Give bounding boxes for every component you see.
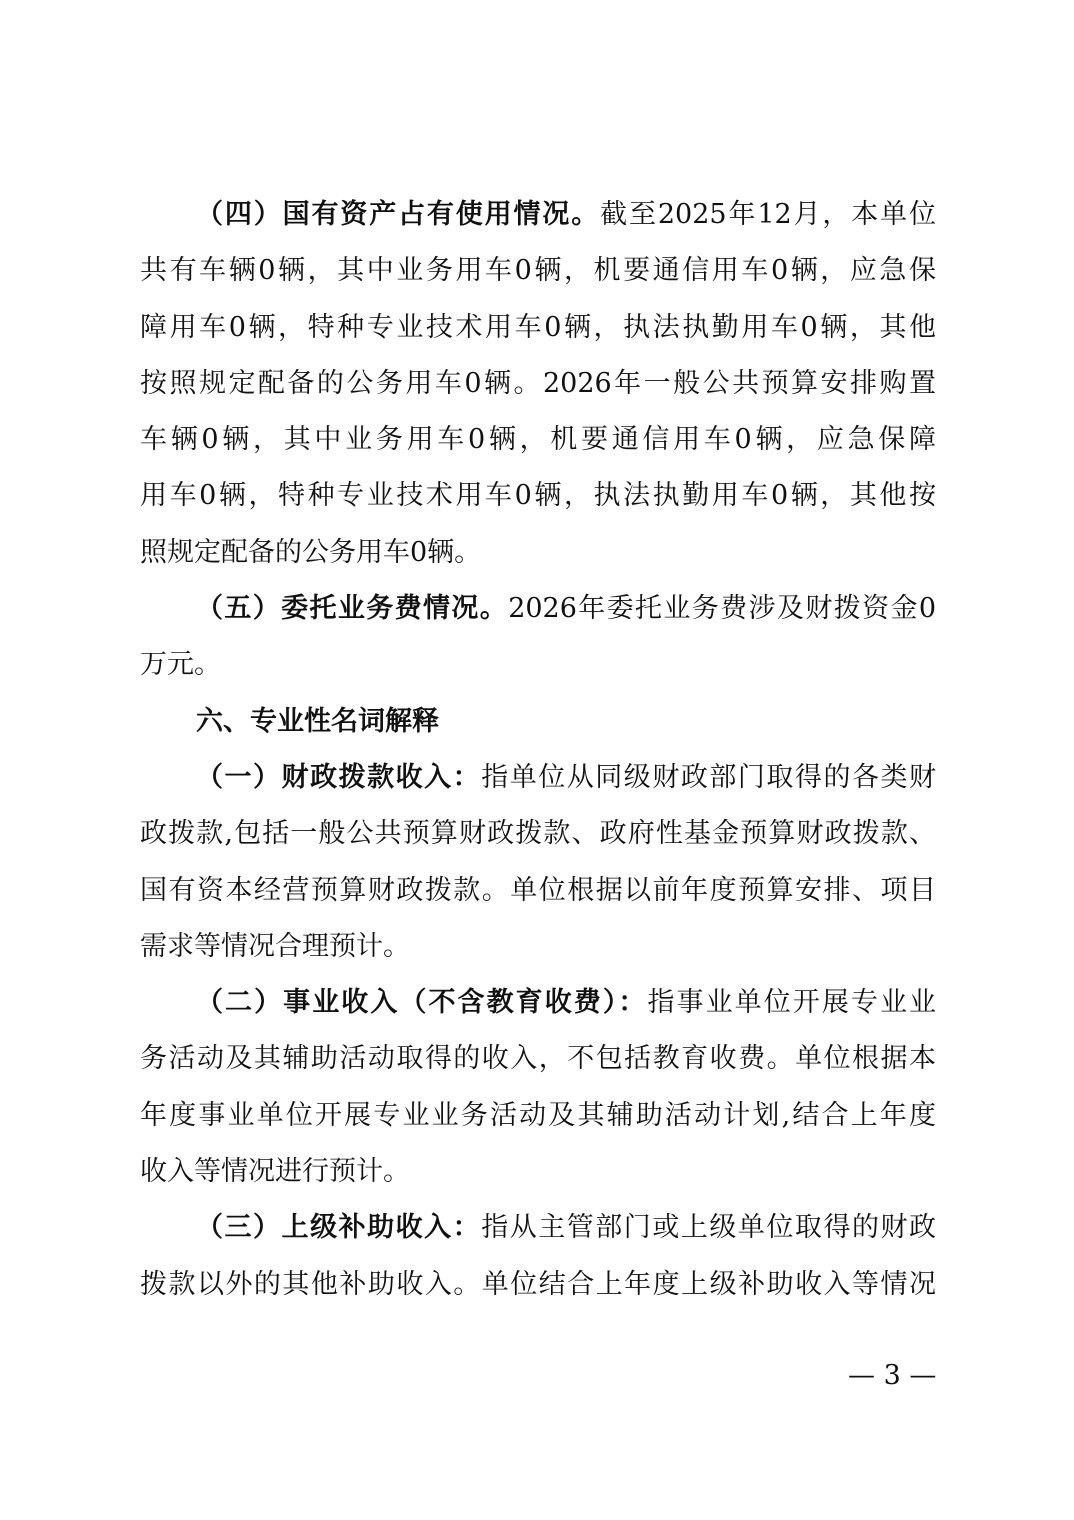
section-label: （五）委托业务费情况。	[196, 593, 509, 625]
paragraph-line: 车辆0辆，其中业务用车0辆，机要通信用车0辆，应急保障	[140, 424, 936, 456]
paragraph-line	[140, 187, 936, 243]
term-label: （一）财政拨款收入：	[196, 761, 482, 793]
paragraph-line: 障用车0辆，特种专业技术用车0辆，执法执勤用车0辆，其他	[140, 311, 936, 343]
paragraph-line	[140, 581, 936, 637]
paragraph-line: 拨款以外的其他补助收入。单位结合上年度上级补助收入等情况	[140, 1268, 936, 1300]
paragraph-line: 收入等情况进行预计。	[140, 1156, 410, 1188]
text: 指单位从同级财政部门取得的各类财	[481, 761, 937, 793]
text: 指从主管部门或上级单位取得的财政	[481, 1212, 937, 1244]
term-label: （二）事业收入（不含教育收费）：	[196, 987, 648, 1019]
paragraph-line: 共有车辆0辆，其中业务用车0辆，机要通信用车0辆，应急保	[140, 255, 936, 287]
paragraph-line: 政拨款,包括一般公共预算财政拨款、政府性基金预算财政拨款、	[140, 818, 936, 850]
document-body	[140, 187, 936, 1313]
section-heading: 六、专业性名词解释	[196, 705, 439, 737]
paragraph-line: 需求等情况合理预计。	[140, 930, 410, 962]
paragraph-line: 国有资本经营预算财政拨款。单位根据以前年度预算安排、项目	[140, 874, 936, 906]
section-label: （四）国有资产占有使用情况。	[196, 199, 601, 230]
text: 指事业单位开展专业业	[647, 987, 937, 1019]
paragraph-line	[140, 750, 936, 806]
paragraph-line: 按照规定配备的公务用车0辆。2026年一般公共预算安排购置	[140, 367, 936, 399]
paragraph-line: 用车0辆，特种专业技术用车0辆，执法执勤用车0辆，其他按	[140, 480, 936, 512]
text: 2026年委托业务费涉及财拨资金0	[508, 593, 937, 625]
paragraph-line	[140, 975, 936, 1031]
paragraph-line	[140, 1200, 936, 1256]
paragraph-line: 年度事业单位开展专业业务活动及其辅助活动计划,结合上年度	[140, 1099, 936, 1131]
term-label: （三）上级补助收入：	[196, 1212, 482, 1244]
paragraph-line: 务活动及其辅助活动取得的收入，不包括教育收费。单位根据本	[140, 1043, 936, 1075]
text: 截至2025年12月，本单位	[600, 199, 937, 230]
paragraph-line: 万元。	[140, 649, 221, 681]
paragraph-line: 照规定配备的公务用车0辆。	[140, 536, 482, 568]
page-number: — 3 —	[848, 1360, 937, 1391]
